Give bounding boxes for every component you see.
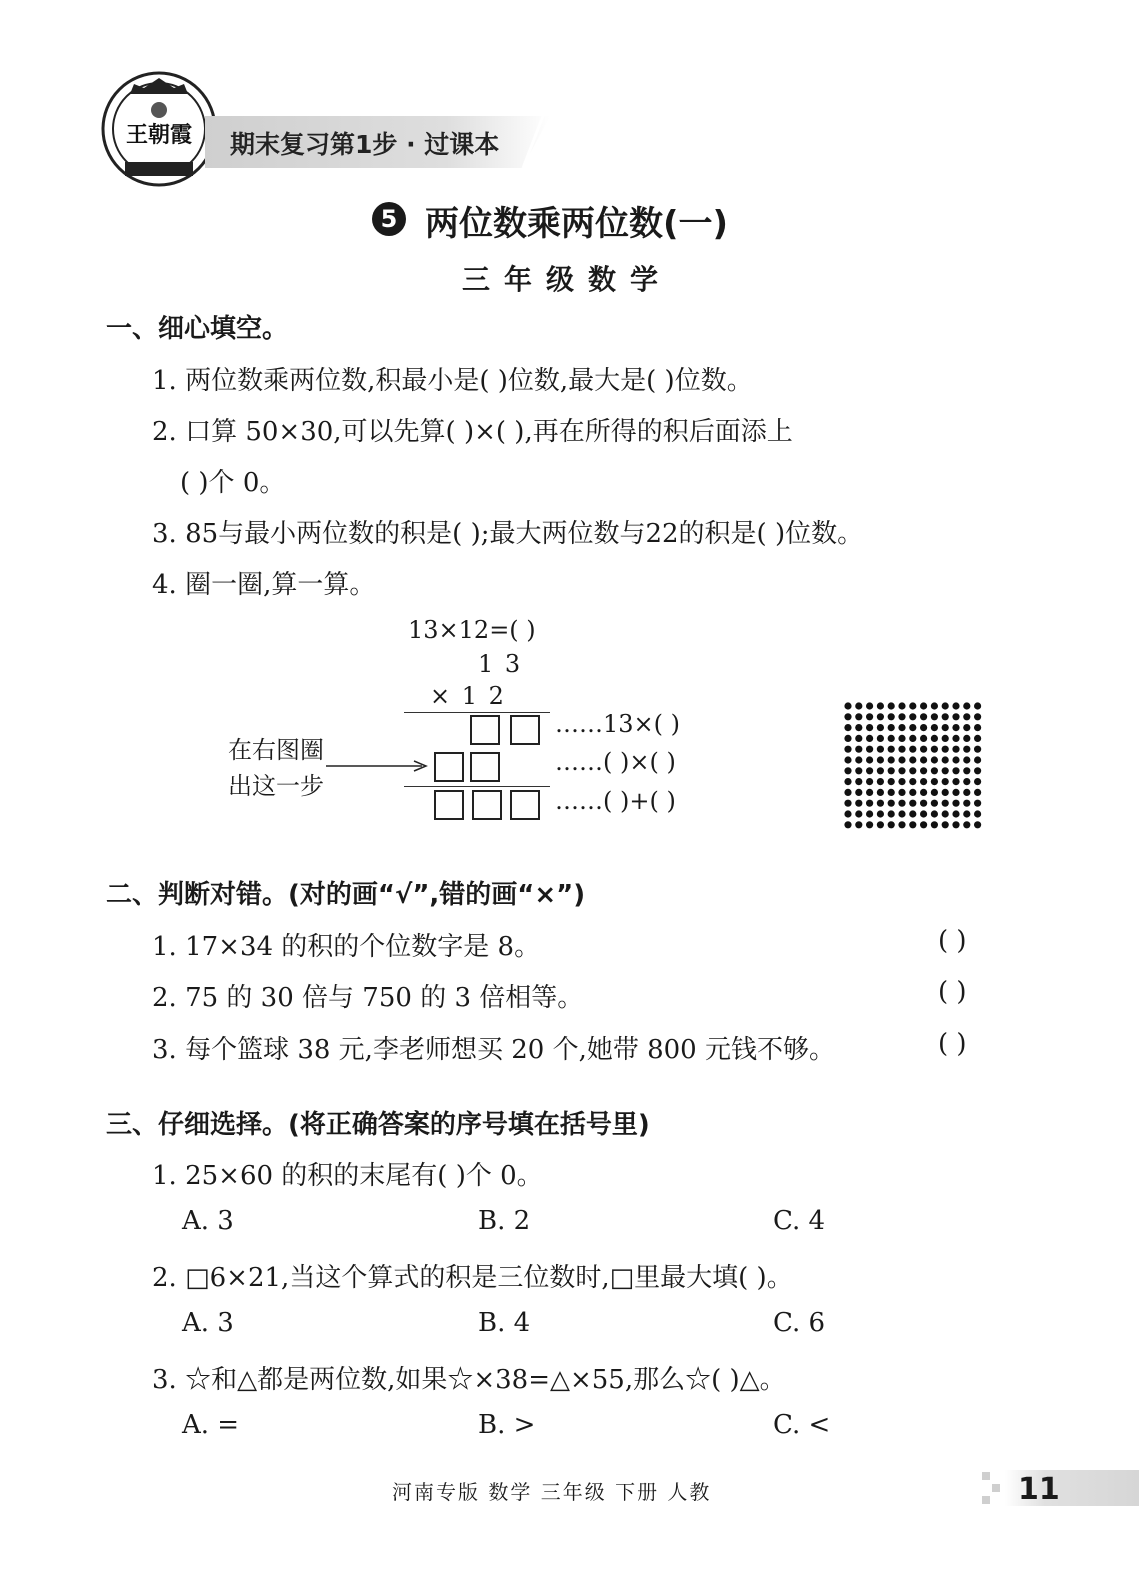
s3-question-2: 2. □6×21,当这个算式的积是三位数时,□里最大填( )。 <box>152 1263 793 1293</box>
dot <box>963 756 970 763</box>
dot <box>855 767 862 774</box>
dot <box>844 767 851 774</box>
dot <box>866 821 873 828</box>
dot <box>942 724 949 731</box>
dot <box>877 789 884 796</box>
dot <box>888 724 895 731</box>
dot <box>974 756 981 763</box>
s1-question-2-line1: 2. 口算 50×30,可以先算( )×( ),再在所得的积后面添上 <box>152 417 793 447</box>
dot <box>909 810 916 817</box>
s1-question-1: 1. 两位数乘两位数,积最小是( )位数,最大是( )位数。 <box>152 366 753 396</box>
dot <box>920 800 927 807</box>
dot <box>866 756 873 763</box>
dot <box>866 735 873 742</box>
dot <box>952 789 959 796</box>
dot <box>877 702 884 709</box>
dot <box>963 713 970 720</box>
calc-equation: 13×12=( ) <box>408 616 536 644</box>
header-banner-text: 期末复习第1步 · 过课本 <box>230 130 500 159</box>
s3-question-3: 3. ☆和△都是两位数,如果☆×38=△×55,那么☆( )△。 <box>152 1365 786 1395</box>
dot <box>963 724 970 731</box>
calc-rule-2 <box>404 786 550 787</box>
dot <box>866 702 873 709</box>
dot <box>888 821 895 828</box>
dot <box>898 767 905 774</box>
dot <box>931 702 938 709</box>
dot <box>952 810 959 817</box>
dot <box>855 800 862 807</box>
s3-q2-option-a[interactable]: A. 3 <box>182 1308 234 1338</box>
dot <box>909 713 916 720</box>
calc-step-2: ……( )×( ) <box>555 748 676 776</box>
dot <box>920 789 927 796</box>
calc-top-digits: 1 3 <box>478 650 523 678</box>
dot <box>974 713 981 720</box>
dot <box>888 778 895 785</box>
title-number-badge <box>372 202 406 236</box>
dot <box>920 713 927 720</box>
dot <box>844 746 851 753</box>
header-stripes <box>515 116 555 168</box>
s3-q3-option-c[interactable]: C. < <box>773 1410 831 1440</box>
dot <box>888 810 895 817</box>
s3-q3-option-a[interactable]: A. = <box>182 1410 240 1440</box>
calc-rule-1 <box>404 712 550 713</box>
s2-item-3: 3. 每个篮球 38 元,李老师想买 20 个,她带 800 元钱不够。 <box>152 1035 835 1065</box>
dot <box>888 756 895 763</box>
dot <box>974 724 981 731</box>
dot <box>920 778 927 785</box>
dot <box>931 821 938 828</box>
svg-text:王朝霞: 王朝霞 <box>125 122 193 148</box>
dot <box>920 756 927 763</box>
dot <box>974 821 981 828</box>
dot <box>942 756 949 763</box>
dot <box>931 713 938 720</box>
dot <box>931 800 938 807</box>
dot <box>931 756 938 763</box>
dot <box>942 713 949 720</box>
dot <box>888 767 895 774</box>
dot <box>844 713 851 720</box>
dot <box>909 724 916 731</box>
dot <box>866 810 873 817</box>
dot <box>877 756 884 763</box>
section3-heading: 三、仔细选择。(将正确答案的序号填在括号里) <box>106 1110 650 1140</box>
dot <box>942 800 949 807</box>
arrow-icon <box>326 758 430 774</box>
answer-box[interactable] <box>470 715 500 745</box>
dot <box>942 746 949 753</box>
dot <box>952 767 959 774</box>
dot <box>931 778 938 785</box>
dot <box>974 789 981 796</box>
dot <box>963 778 970 785</box>
dot <box>974 746 981 753</box>
footer-text: 河南专版 数学 三年级 下册 人教 <box>392 1480 712 1504</box>
dot <box>952 713 959 720</box>
dot <box>855 724 862 731</box>
dot <box>877 778 884 785</box>
dot <box>898 735 905 742</box>
s2-item-3-bracket[interactable]: ( ) <box>938 1029 967 1059</box>
dot <box>855 746 862 753</box>
dot <box>952 735 959 742</box>
s3-q1-option-a[interactable]: A. 3 <box>182 1206 234 1236</box>
answer-box[interactable] <box>434 790 464 820</box>
dot <box>898 810 905 817</box>
dot <box>866 724 873 731</box>
dot <box>952 778 959 785</box>
dot <box>920 746 927 753</box>
dot <box>844 724 851 731</box>
dot <box>974 767 981 774</box>
dot <box>888 800 895 807</box>
dot <box>952 702 959 709</box>
s3-q1-option-c[interactable]: C. 4 <box>773 1206 826 1236</box>
calc-step-1: ……13×( ) <box>555 710 681 738</box>
dot <box>855 810 862 817</box>
dot <box>942 810 949 817</box>
dot <box>866 746 873 753</box>
dot <box>931 746 938 753</box>
dot <box>963 789 970 796</box>
s2-item-2-bracket[interactable]: ( ) <box>938 977 967 1007</box>
s1-question-2-line2: ( )个 0。 <box>180 468 286 498</box>
dot <box>909 702 916 709</box>
dot <box>963 821 970 828</box>
dot <box>909 800 916 807</box>
dot <box>888 746 895 753</box>
dot <box>888 713 895 720</box>
dot <box>898 746 905 753</box>
dot <box>931 789 938 796</box>
calc-multiplier: × 1 2 <box>430 682 506 710</box>
dot <box>844 756 851 763</box>
s3-q3-option-b[interactable]: B. > <box>478 1410 536 1440</box>
dot <box>877 810 884 817</box>
dot <box>942 821 949 828</box>
dot <box>898 724 905 731</box>
dot <box>952 821 959 828</box>
dot <box>877 713 884 720</box>
title-number: 5 <box>380 205 398 233</box>
dot <box>877 735 884 742</box>
dot <box>931 724 938 731</box>
dot <box>909 821 916 828</box>
s2-item-2: 2. 75 的 30 倍与 750 的 3 倍相等。 <box>152 983 584 1013</box>
dot <box>931 735 938 742</box>
dot <box>963 810 970 817</box>
dot <box>877 767 884 774</box>
dot <box>888 702 895 709</box>
dot <box>866 778 873 785</box>
page-title: 两位数乘两位数(一) <box>425 204 729 244</box>
dot <box>855 713 862 720</box>
dot <box>931 810 938 817</box>
dot <box>909 767 916 774</box>
dot <box>920 821 927 828</box>
page-subtitle: 三年级数学 <box>462 263 673 296</box>
dot <box>898 821 905 828</box>
s2-item-1: 1. 17×34 的积的个位数字是 8。 <box>152 932 541 962</box>
dot <box>952 756 959 763</box>
dot <box>942 735 949 742</box>
dot <box>963 767 970 774</box>
answer-box[interactable] <box>510 715 540 745</box>
dot <box>898 778 905 785</box>
s3-question-1: 1. 25×60 的积的末尾有( )个 0。 <box>152 1161 543 1191</box>
dot <box>974 810 981 817</box>
dot <box>920 724 927 731</box>
section2-heading: 二、判断对错。(对的画“√”,错的画“×”) <box>106 880 586 910</box>
dot <box>963 800 970 807</box>
dot <box>866 800 873 807</box>
dot <box>855 821 862 828</box>
dot <box>920 702 927 709</box>
s3-q2-option-c[interactable]: C. 6 <box>773 1308 826 1338</box>
dot <box>974 778 981 785</box>
calc-note-line2: 出这一步 <box>228 772 324 800</box>
s1-question-3: 3. 85与最小两位数的积是( );最大两位数与22的积是( )位数。 <box>152 519 864 549</box>
dot <box>877 800 884 807</box>
s1-question-4: 4. 圈一圈,算一算。 <box>152 570 376 600</box>
dot <box>974 800 981 807</box>
dot <box>866 767 873 774</box>
dot <box>942 789 949 796</box>
dot <box>877 821 884 828</box>
answer-box[interactable] <box>472 790 502 820</box>
dot <box>844 735 851 742</box>
dot-grid[interactable] <box>842 700 984 832</box>
dot <box>909 746 916 753</box>
dot <box>952 746 959 753</box>
dot <box>898 756 905 763</box>
dot <box>974 735 981 742</box>
answer-box[interactable] <box>510 790 540 820</box>
calc-note-line1: 在右图圈 <box>228 736 324 764</box>
brand-logo <box>100 70 218 188</box>
dot <box>888 789 895 796</box>
dot <box>909 756 916 763</box>
calc-step-3: ……( )+( ) <box>555 787 676 815</box>
dot <box>898 789 905 796</box>
dot <box>888 735 895 742</box>
answer-box[interactable] <box>470 752 500 782</box>
dot <box>855 702 862 709</box>
dot <box>942 767 949 774</box>
dot <box>942 778 949 785</box>
dot <box>855 735 862 742</box>
dot <box>963 746 970 753</box>
dot <box>844 789 851 796</box>
dot <box>898 800 905 807</box>
dot <box>920 810 927 817</box>
answer-box[interactable] <box>434 752 464 782</box>
dot <box>844 778 851 785</box>
dot <box>909 789 916 796</box>
s3-q1-option-b[interactable]: B. 2 <box>478 1206 531 1236</box>
dot <box>974 702 981 709</box>
dot <box>855 756 862 763</box>
dot <box>877 724 884 731</box>
dot <box>931 767 938 774</box>
dot <box>898 702 905 709</box>
page-number: 11 <box>1018 1472 1060 1507</box>
dot <box>844 702 851 709</box>
dot <box>855 778 862 785</box>
dot <box>844 821 851 828</box>
dot <box>963 735 970 742</box>
dot <box>942 702 949 709</box>
dot <box>855 789 862 796</box>
dot <box>844 810 851 817</box>
footer-squares-icon <box>980 1470 1004 1506</box>
dot <box>920 767 927 774</box>
dot <box>866 713 873 720</box>
dot <box>920 735 927 742</box>
dot <box>866 789 873 796</box>
dot <box>952 800 959 807</box>
dot <box>898 713 905 720</box>
s2-item-1-bracket[interactable]: ( ) <box>938 926 967 956</box>
dot <box>963 702 970 709</box>
dot <box>844 800 851 807</box>
s3-q2-option-b[interactable]: B. 4 <box>478 1308 531 1338</box>
dot <box>952 724 959 731</box>
dot <box>877 746 884 753</box>
section1-heading: 一、细心填空。 <box>106 314 289 344</box>
dot <box>909 778 916 785</box>
dot <box>909 735 916 742</box>
